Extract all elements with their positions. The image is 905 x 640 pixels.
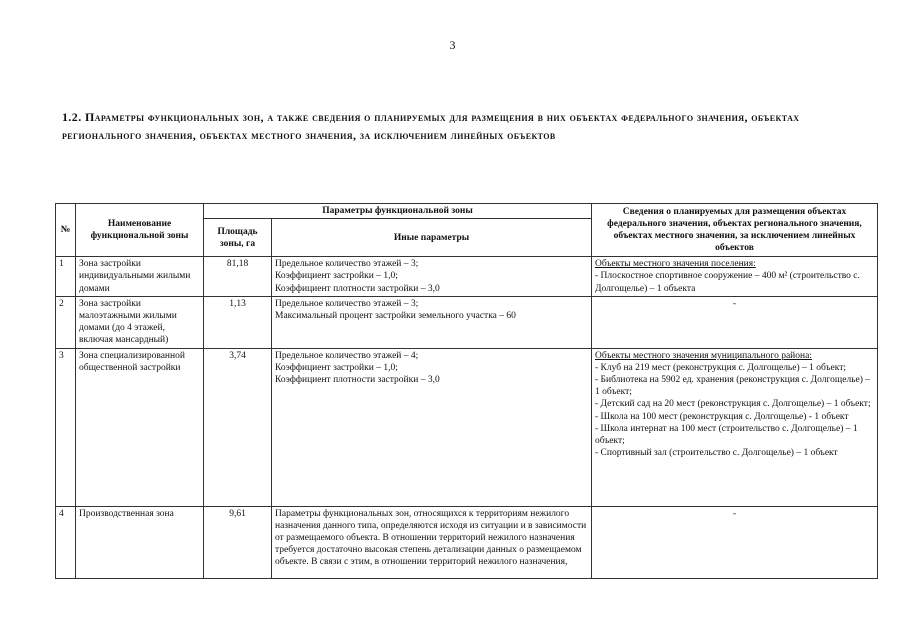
row-params: Предельное количество этажей – 3; Коэффициент застройки – 1,0; Коэффициент плотности застройки – 3,0 (272, 257, 592, 297)
row-objects: Объекты местного значения поселения: - Плоскостное спортивное сооружение – 400 м² (строительство с. Долгощелье) – 1 объекта (592, 257, 878, 297)
row-objects: - (592, 506, 878, 578)
header-params-group: Параметры функциональной зоны (204, 204, 592, 219)
header-area: Площадь зоны, га (204, 219, 272, 257)
zones-table (55, 203, 878, 579)
row-params: Предельное количество этажей – 3; Максимальный процент застройки земельного участка – 60 (272, 296, 592, 348)
section-title: Параметры функциональных зон, а также сведения о планируемых для размещения в них объектах федерального значения, объектах регионального значения, объектах местного значения, за исключением линейных объектов (62, 110, 800, 142)
header-other-params: Иные параметры (272, 219, 592, 257)
row-objects: - (592, 296, 878, 348)
row-area: 1,13 (204, 296, 272, 348)
table-row (56, 296, 878, 348)
row-num: 4 (56, 506, 76, 578)
row-num: 2 (56, 296, 76, 348)
page-number: 3 (449, 38, 456, 52)
row-params: Предельное количество этажей – 4; Коэффициент застройки – 1,0; Коэффициент плотности застройки – 3,0 (272, 348, 592, 506)
row-zone: Производственная зона (76, 506, 204, 578)
table-row (56, 506, 878, 578)
row-objects: Объекты местного значения муниципального района: - Клуб на 219 мест (реконструкция с. Долгощелье) – 1 объект; - Библиотека на 5902 ед. хранения (реконструкция с. Долгощелье) – 1 объект; - Детский сад на 20 мест (реконструкция с. Долгощелье) – 1 объект; - Школа на 100 мест (реконструкция с. Долгощелье) - 1 объект - Школа интернат на 100 мест (строительство с. Долгощелье) – 1 объект; - Спортивный зал (строительство с. Долгощелье) – 1 объект (592, 348, 878, 506)
row-zone: Зона специализированной общественной застройки (76, 348, 204, 506)
row-area: 81,18 (204, 257, 272, 297)
section-number: 1.2. (62, 110, 82, 124)
row-area: 9,61 (204, 506, 272, 578)
row-zone: Зона застройки индивидуальными жилыми домами (76, 257, 204, 297)
row-area: 3,74 (204, 348, 272, 506)
row-num: 3 (56, 348, 76, 506)
row-num: 1 (56, 257, 76, 297)
section-heading (62, 108, 852, 144)
header-num: № (56, 204, 76, 257)
objects-title: Объекты местного значения поселения: (595, 259, 756, 270)
header-planned-objects: Сведения о планируемых для размещения объектах федерального значения, объектах регионального значения, объектах местного значения, за исключением линейных объектов (592, 204, 878, 257)
header-zone-name: Наименование функциональной зоны (76, 204, 204, 257)
row-zone: Зона застройки малоэтажными жилыми домами (до 4 этажей, включая мансардный) (76, 296, 204, 348)
row-params: Параметры функциональных зон, относящихся к территориям нежилого назначения данного типа, определяются исходя из ситуации и в зависимости от размещаемого объекта. В отношении территорий нежилого назначения требуется достаточно высокая степень детализации данных о размещаемом объекте. В связи с этим, в отношении территорий нежилого назначения, (272, 506, 592, 578)
objects-title: Объекты местного значения муниципального района: (595, 350, 812, 361)
table-row (56, 348, 878, 506)
table-row (56, 257, 878, 297)
